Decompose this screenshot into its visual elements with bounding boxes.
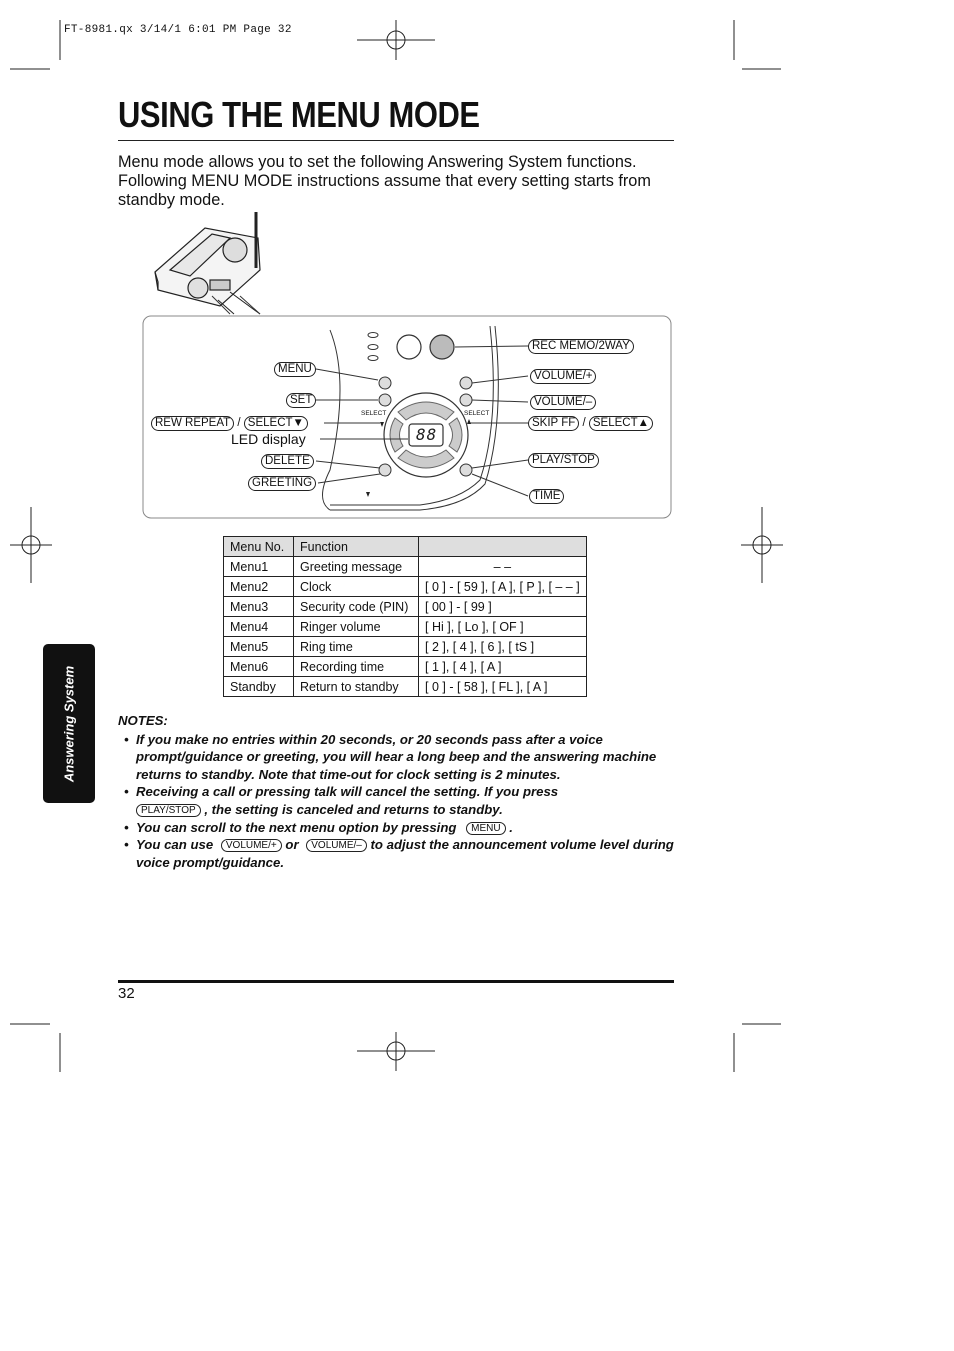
note-text: or — [285, 837, 299, 853]
note-text: , the setting is canceled and returns to standby. — [204, 801, 503, 817]
bullet: • — [124, 837, 129, 853]
label-skip-select: SKIP FF / SELECT▲ — [528, 416, 653, 431]
section-side-tab-label: Answering System — [61, 665, 77, 782]
table-cell: [ 0 ] - [ 58 ], [ FL ], [ A ] — [419, 677, 587, 697]
note-item — [118, 836, 678, 871]
table-row — [224, 617, 587, 637]
table-row — [224, 657, 587, 677]
footer-rule — [118, 980, 674, 983]
label-rew-select: REW REPEAT / SELECT▼ — [151, 416, 308, 431]
table-cell: Menu4 — [224, 617, 294, 637]
table-cell: Ringer volume — [294, 617, 419, 637]
print-slug: FT-8981.qx 3/14/1 6:01 PM Page 32 — [64, 24, 292, 36]
note-text: to adjust the announcement volume level during voice prompt/guidance. — [136, 837, 674, 870]
label-greeting: GREETING — [248, 476, 316, 491]
play-stop-key-label: PLAY/STOP — [136, 804, 201, 817]
table-cell: Menu3 — [224, 597, 294, 617]
table-cell: Recording time — [294, 657, 419, 677]
table-cell: [ Hi ], [ Lo ], [ OF ] — [419, 617, 587, 637]
label-time: TIME — [529, 489, 564, 504]
table-cell: Greeting message — [294, 557, 419, 577]
table-header-row — [224, 537, 587, 557]
table-cell: [ 00 ] - [ 99 ] — [419, 597, 587, 617]
label-led-display: LED display — [231, 431, 306, 447]
table-cell: Menu5 — [224, 637, 294, 657]
table-cell: Menu6 — [224, 657, 294, 677]
note-text: Receiving a call or pressing talk will cancel the setting. If you press — [136, 784, 559, 800]
label-rec-memo: REC MEMO/2WAY — [528, 339, 634, 354]
menu-table — [223, 536, 587, 697]
bullet: • — [124, 731, 129, 747]
note-text: You can use — [136, 837, 214, 853]
label-delete: DELETE — [261, 454, 314, 469]
table-header-cell: Function — [294, 537, 419, 557]
table-cell: Menu2 — [224, 577, 294, 597]
table-header-cell: Menu No. — [224, 537, 294, 557]
menu-key-label: MENU — [466, 822, 505, 835]
page-number: 32 — [118, 985, 135, 1002]
label-volume-down: VOLUME/– — [530, 395, 596, 410]
table-cell: Menu1 — [224, 557, 294, 577]
volume-up-key-label: VOLUME/+ — [221, 839, 282, 852]
note-text: . — [509, 819, 513, 835]
table-cell: Standby — [224, 677, 294, 697]
table-header-cell — [419, 537, 587, 557]
table-cell: Clock — [294, 577, 419, 597]
label-play-stop: PLAY/STOP — [528, 453, 599, 468]
table-cell: Ring time — [294, 637, 419, 657]
table-cell: [ 0 ] - [ 59 ], [ A ], [ P ], [ – – ] — [419, 577, 587, 597]
select-small-left: SELECT — [361, 410, 387, 417]
note-text: If you make no entries within 20 seconds, or 20 seconds pass after a voice prompt/guidance or greeting, you will hear a long beep and the answering machine returns to standby. Note that time-out for clock setting is 2 minutes. — [136, 731, 657, 782]
table-row — [224, 577, 587, 597]
table-cell: [ 1 ], [ 4 ], [ A ] — [419, 657, 587, 677]
table-row — [224, 637, 587, 657]
bullet: • — [124, 784, 129, 800]
table-cell: Security code (PIN) — [294, 597, 419, 617]
note-item — [118, 783, 678, 818]
table-row — [224, 677, 587, 697]
label-set: SET — [286, 393, 316, 408]
note-text: You can scroll to the next menu option by pressing — [136, 819, 457, 835]
label-menu: MENU — [274, 362, 316, 377]
led-digits: 88 — [416, 425, 438, 444]
bullet: • — [124, 819, 129, 835]
volume-down-key-label: VOLUME/– — [306, 839, 367, 852]
section-side-tab — [43, 644, 95, 803]
notes-title: NOTES: — [118, 713, 168, 728]
notes-section — [118, 712, 678, 871]
table-cell: Return to standby — [294, 677, 419, 697]
table-row — [224, 557, 587, 577]
select-small-right: SELECT — [464, 410, 490, 417]
page-title: USING THE MENU MODE — [118, 94, 480, 135]
intro-paragraph: Menu mode allows you to set the following Answering System functions. Following MENU MODE instructions assume that every setting starts from standby mode. — [118, 153, 651, 209]
table-row — [224, 597, 587, 617]
table-cell: [ 2 ], [ 4 ], [ 6 ], [ tS ] — [419, 637, 587, 657]
note-item — [118, 731, 678, 784]
table-cell: – – — [419, 557, 587, 577]
note-item — [118, 819, 678, 837]
label-volume-up: VOLUME/+ — [530, 369, 596, 384]
